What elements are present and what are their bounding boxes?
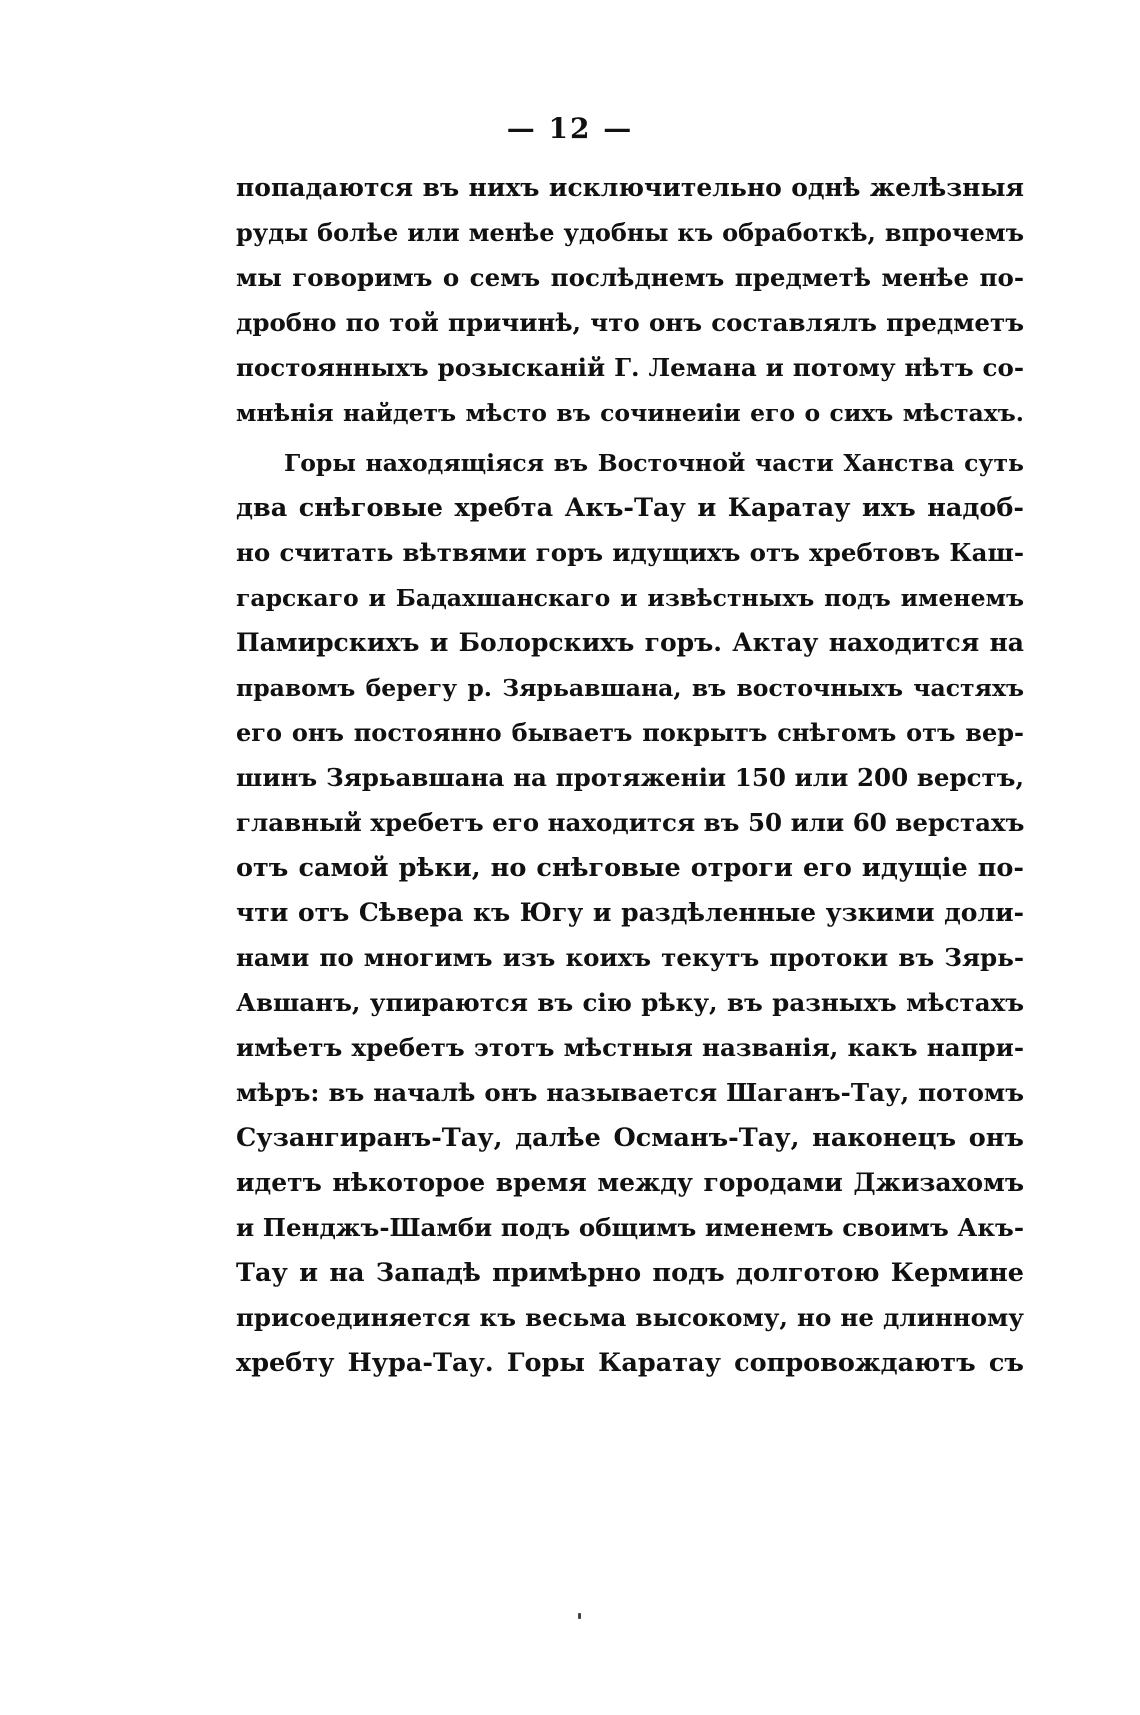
paragraph-1-line-1: попадаются въ нихъ исключительно однѣ желѣзныя [236,173,1024,202]
paragraph-2-line-15: мѣръ: въ началѣ онъ называется Шаганъ-Тау, потомъ [236,1078,1024,1107]
paragraph-2-line-11: чти отъ Сѣвера къ Югу и раздѣленные узкими доли- [236,898,1024,927]
paragraph-2-line-12: нами по многимъ изъ коихъ текутъ протоки въ Зярь- [236,943,1024,972]
page-number: — 12 — [506,112,634,145]
paragraph-2-line-4: гарскаго и Бадахшанскаго и извѣстныхъ подъ именемъ [236,584,1024,612]
paragraph-2-line-9: главный хребетъ его находится въ 50 или 60 верстахъ [236,808,1025,837]
paragraph-2-line-18: и Пенджъ-Шамби подъ общимъ именемъ своимъ Акъ- [236,1213,1024,1242]
paragraph-1-line-4: дробно по той причинѣ, что онъ составлялъ предметъ [236,308,1024,337]
paragraph-2-line-14: имѣетъ хребетъ этотъ мѣстныя названія, какъ напри- [236,1033,1024,1062]
paragraph-1-line-3: мы говоримъ о семъ послѣднемъ предметѣ менѣе по- [236,263,1024,292]
paragraph-2-line-16: Сузангиранъ-Тау, далѣе Османъ-Тау, наконецъ онъ [236,1123,1024,1153]
paper-speck [578,1613,581,1619]
paragraph-2-line-21: хребту Нура-Тау. Горы Каратау сопровождаютъ съ [236,1348,1024,1378]
paragraph-2-line-7: его онъ постоянно бываетъ покрытъ снѣгомъ отъ вер- [236,718,1024,747]
paragraph-2-line-17: идетъ нѣкоторое время между городами Джизахомъ [236,1168,1024,1197]
paragraph-2-line-19: Тау и на Западѣ примѣрно подъ долготою Кермине [236,1258,1024,1288]
paragraph-2-line-2: два снѣговые хребта Акъ-Тау и Каратау ихъ надоб- [236,493,1024,523]
paragraph-2-line-5: Памирскихъ и Болорскихъ горъ. Актау находится на [236,628,1024,657]
paragraph-2-line-3: но считать вѣтвями горъ идущихъ отъ хребтовъ Каш- [236,538,1024,567]
paragraph-1-line-5: постоянныхъ розысканій Г. Лемана и потому нѣтъ со- [236,353,1024,382]
paragraph-2-line-6: правомъ берегу р. Зярьавшана, въ восточныхъ частяхъ [236,674,1024,702]
paragraph-1-line-6: мнѣнія найдетъ мѣсто въ сочинеиіи его о сихъ мѣстахъ. [236,399,1024,427]
paragraph-2-line-8: шинъ Зярьавшана на протяженіи 150 или 200 верстъ, [236,763,1024,792]
paragraph-2-line-10: отъ самой рѣки, но снѣговые отроги его идущіе по- [236,853,1024,883]
paragraph-2-line-1: Горы находящіяся въ Восточной части Ханства суть [284,449,1024,477]
paragraph-2-line-13: Авшанъ, упираются въ сію рѣку, въ разныхъ мѣстахъ [236,988,1024,1017]
paragraph-2-line-20: присоединяется къ весьма высокому, но не длинному [236,1303,1024,1332]
paragraph-1-line-2: руды болѣе или менѣе удобны къ обработкѣ, впрочемъ [236,218,1024,247]
